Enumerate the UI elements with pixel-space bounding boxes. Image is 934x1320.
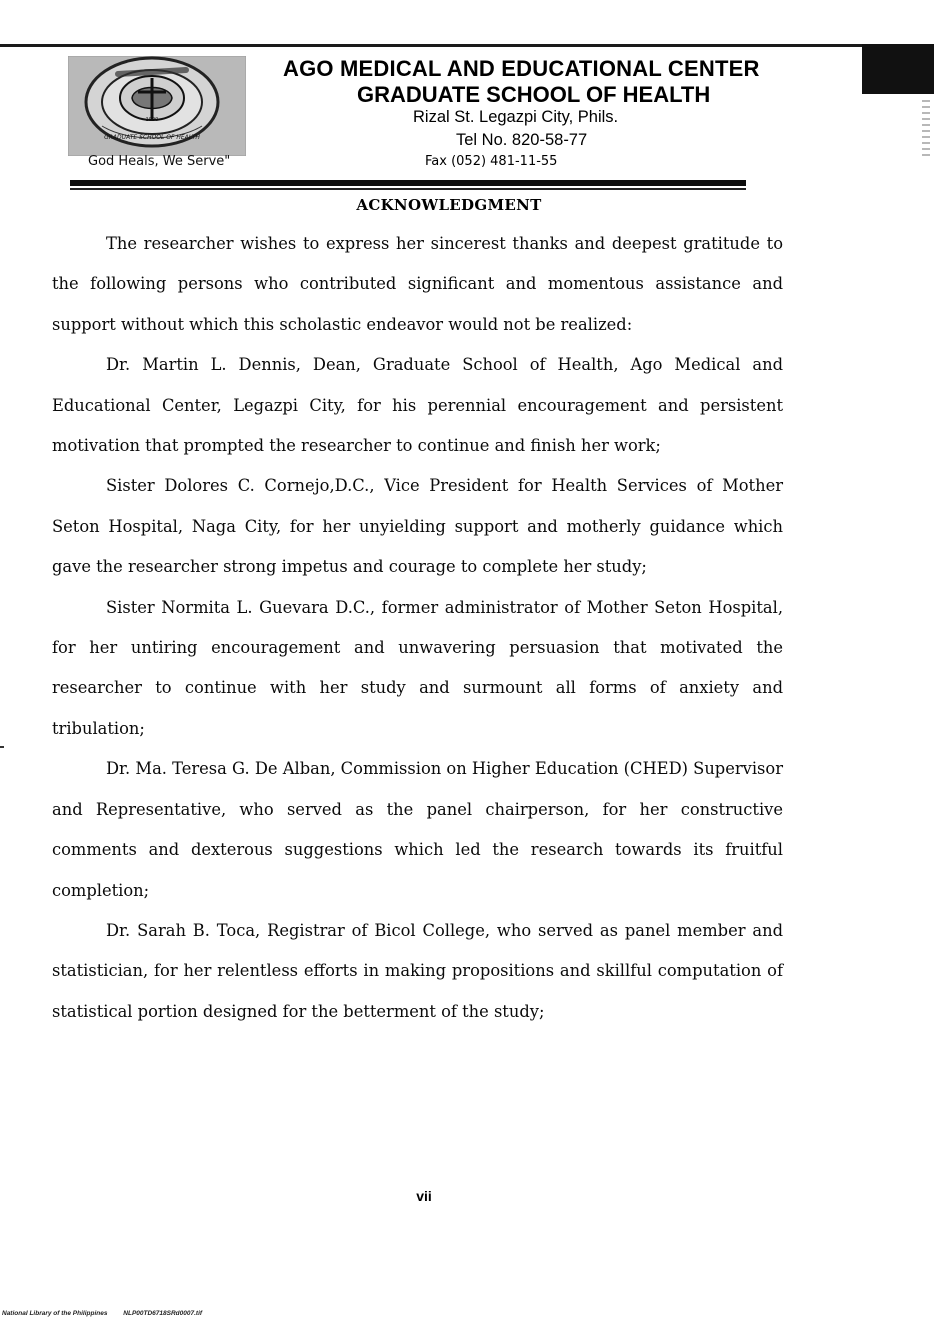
paragraph: Sister Normita L. Guevara D.C., former administrator of Mother Seton Hospital, for her untiring encouragement and unwavering persuasion that motivated the researcher to continue with her study and surmount all forms of anxiety and tribulation; <box>52 597 783 738</box>
scan-edge-marks <box>922 100 930 160</box>
scan-footer <box>2 1310 202 1317</box>
page-heading <box>0 196 934 214</box>
paragraph: Dr. Sarah B. Toca, Registrar of Bicol College, who served as panel member and statistician, for her relentless efforts in making propositions and skillful computation of statistical portion designed for the betterment of the study; <box>52 920 783 1021</box>
motto: God Heals, We Serve" <box>88 154 231 169</box>
footer-file: NLP00TD6718SRd0007.tif <box>123 1310 203 1317</box>
header-rule-thin <box>70 188 746 190</box>
address: Rizal St. Legazpi City, Phils. <box>413 108 619 126</box>
page-number <box>0 1188 934 1204</box>
scan-artifact <box>0 746 4 748</box>
school-seal-logo <box>68 56 246 156</box>
paragraph: Sister Dolores C. Cornejo,D.C., Vice President for Health Services of Mother Seton Hospital, Naga City, for her unyielding support and motherly guidance which gave the researcher strong impetus and courage to complete her study; <box>52 476 783 577</box>
fax: Fax (052) 481-11-55 <box>425 154 558 169</box>
seal-year: 1990 <box>145 117 159 123</box>
paragraph: Dr. Ma. Teresa G. De Alban, Commission on Higher Education (CHED) Supervisor and Representative, who served as the panel chairperson, for her constructive comments and dexterous suggestions which led the research towards its fruitful completion; <box>52 759 783 900</box>
acknowledgment-body <box>52 224 783 1032</box>
footer-library: National Library of the Philippines <box>2 1310 108 1317</box>
paragraph: The researcher wishes to express her sincerest thanks and deepest gratitude to the following persons who contributed significant and momentous assistance and support without which this scholastic endeavor would not be realized: <box>52 234 783 334</box>
page-number-text: vii <box>416 1188 432 1204</box>
institution-name: AGO MEDICAL AND EDUCATIONAL CENTER <box>283 56 760 81</box>
paragraph: Dr. Martin L. Dennis, Dean, Graduate School of Health, Ago Medical and Educational Center, Legazpi City, for his perennial encouragement and persistent motivation that prompted the researcher to continue and finish her work; <box>52 355 783 456</box>
scan-corner-mark <box>862 44 934 94</box>
scan-edge-line <box>0 44 934 47</box>
school-name: GRADUATE SCHOOL OF HEALTH <box>357 82 711 107</box>
telephone: Tel No. 820-58-77 <box>456 131 588 149</box>
header-rule <box>70 180 746 186</box>
seal-caption: GRADUATE SCHOOL OF HEALTH <box>104 134 200 141</box>
page-heading-text: ACKNOWLEDGMENT <box>356 196 542 214</box>
